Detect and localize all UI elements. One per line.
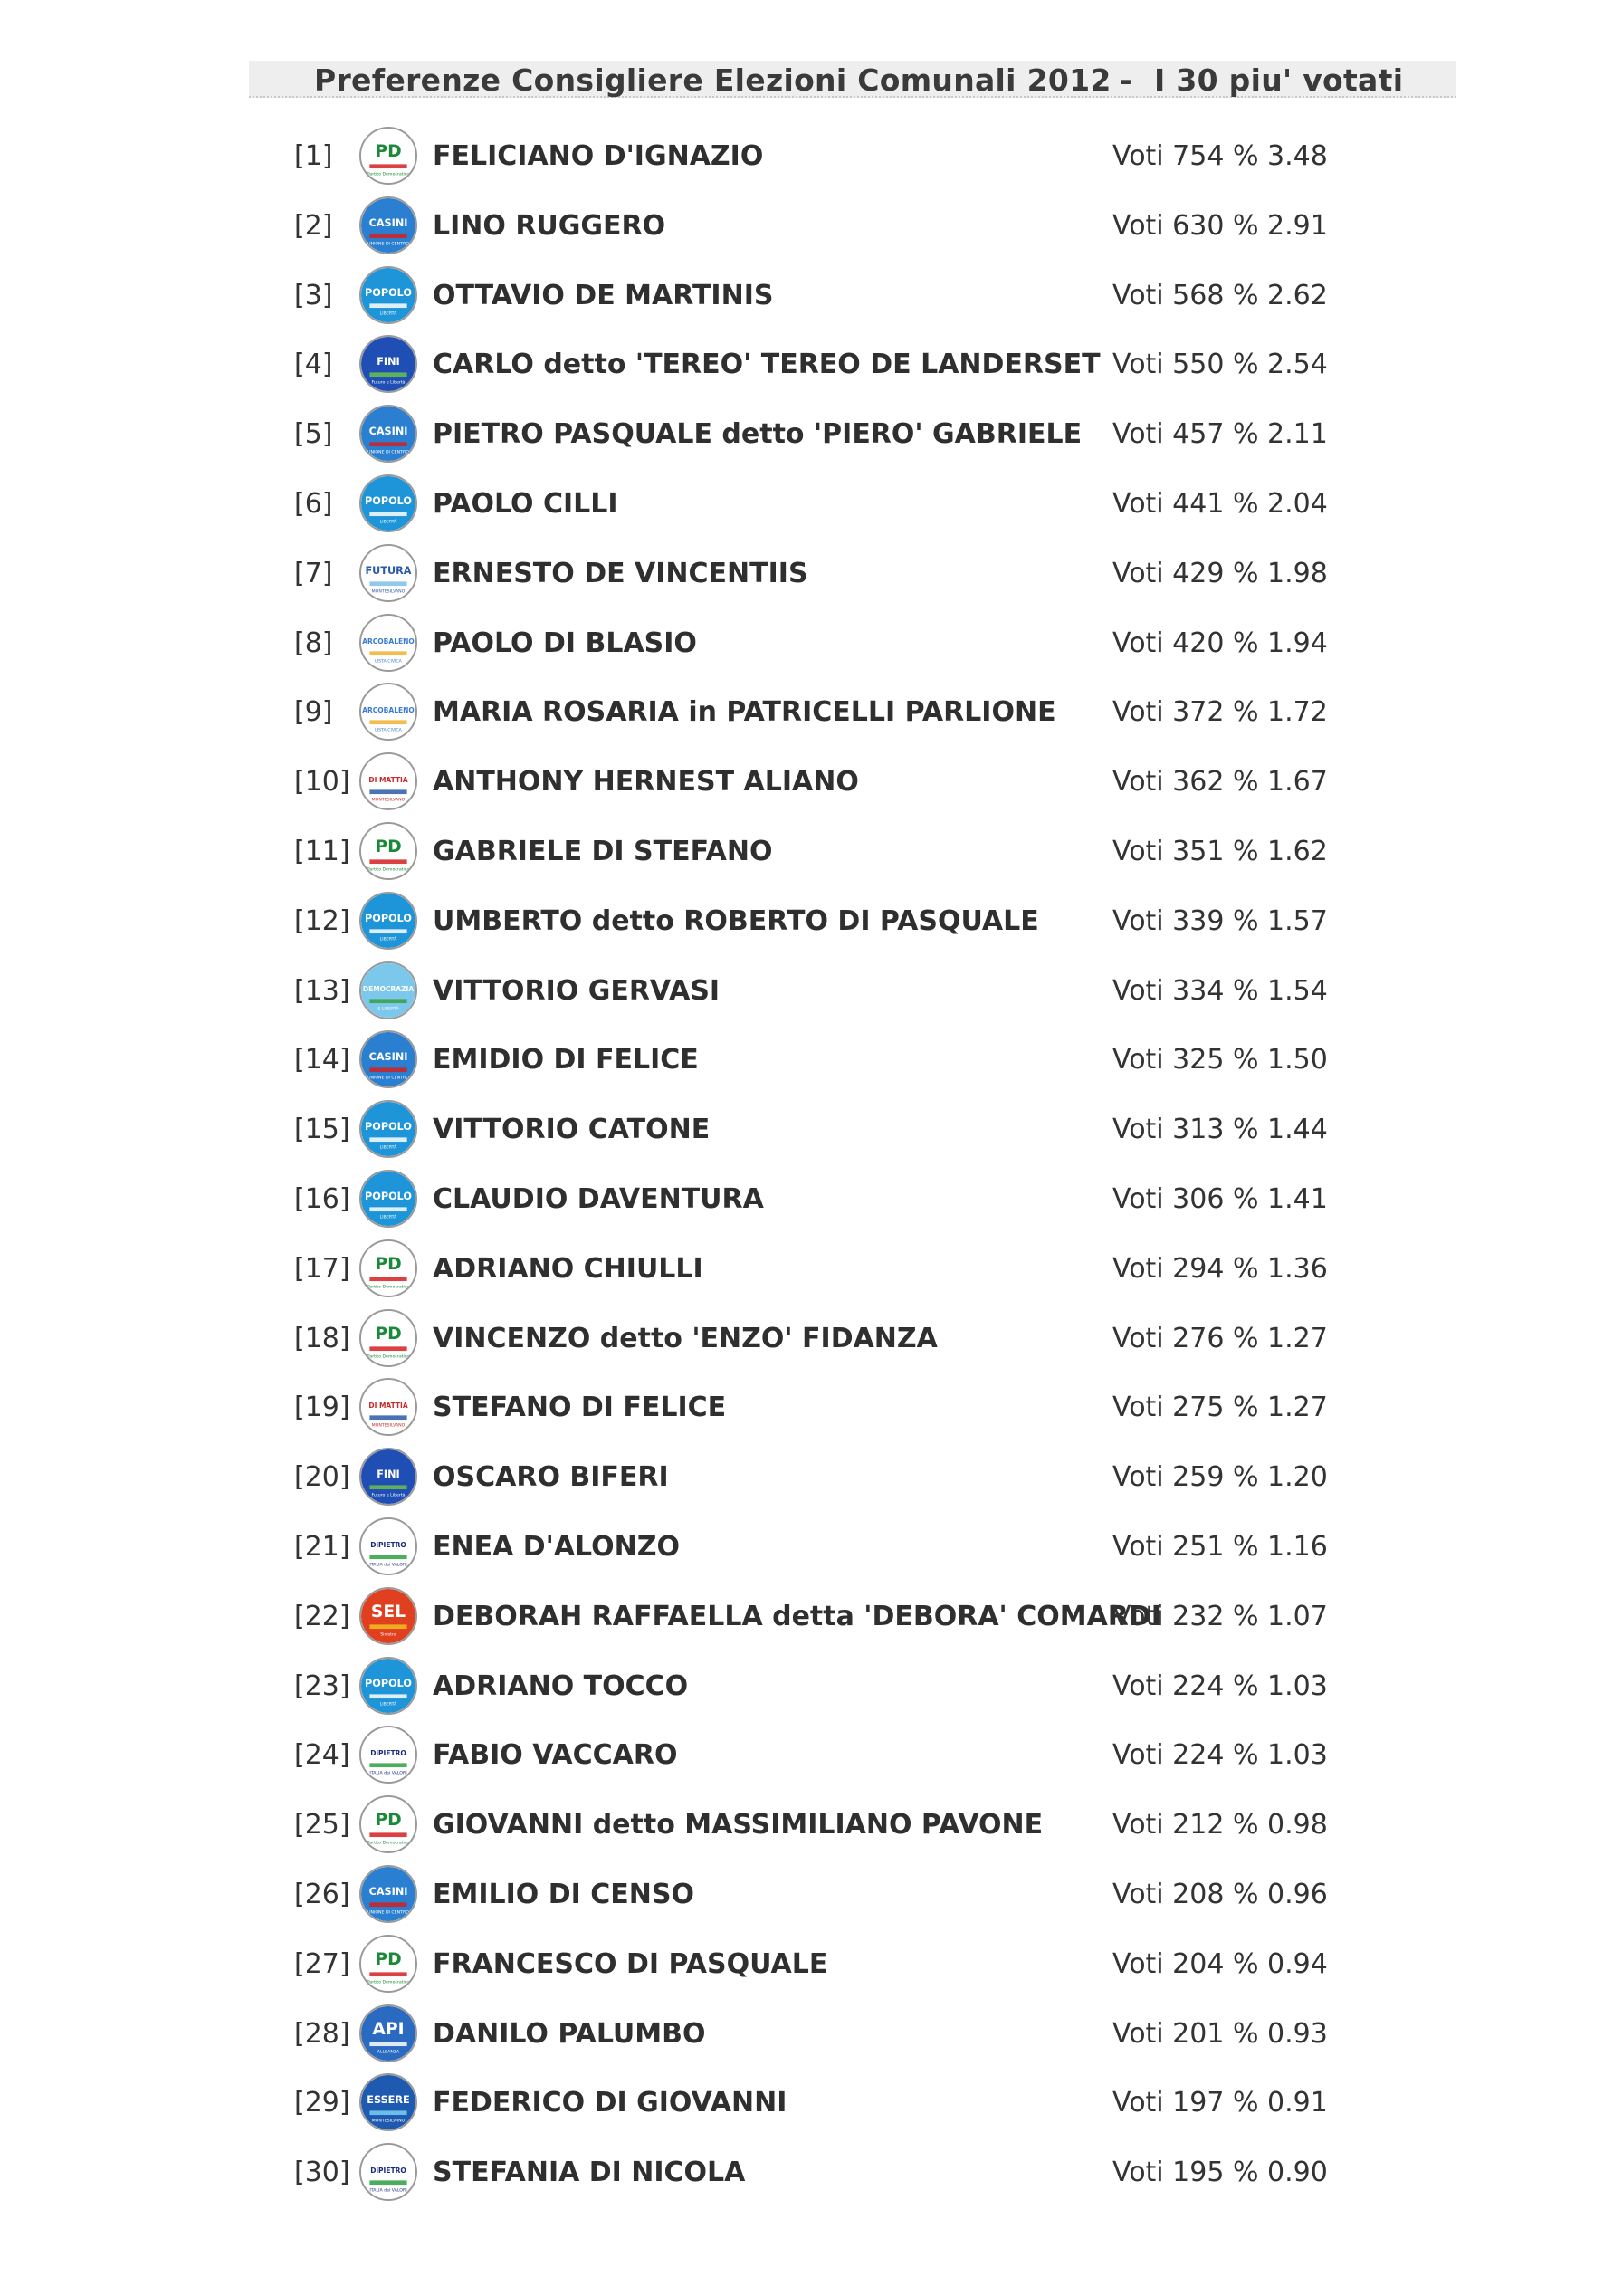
candidate-rank: [3] bbox=[294, 280, 333, 311]
svg-text:PD: PD bbox=[375, 1324, 402, 1344]
candidate-name: GABRIELE DI STEFANO bbox=[433, 836, 773, 867]
pdl-popolo-della-liberta-logo-icon bbox=[359, 1657, 417, 1715]
candidate-votes: Voti 251 % 1.16 bbox=[1112, 1531, 1328, 1563]
pd-party-logo-icon bbox=[359, 1795, 417, 1853]
candidate-rank: [13] bbox=[294, 975, 350, 1007]
svg-text:DEMOCRAZIA: DEMOCRAZIA bbox=[362, 984, 415, 993]
candidate-rank: [11] bbox=[294, 836, 350, 867]
svg-text:Partito Democratico: Partito Democratico bbox=[367, 1354, 410, 1360]
svg-text:POPOLO: POPOLO bbox=[365, 1677, 412, 1689]
svg-text:LIBERTÀ: LIBERTÀ bbox=[379, 311, 397, 317]
svg-text:Partito Democratico: Partito Democratico bbox=[367, 172, 410, 177]
candidate-name: GIOVANNI detto MASSIMILIANO PAVONE bbox=[433, 1809, 1044, 1841]
candidate-rank: [10] bbox=[294, 766, 350, 798]
italia-dei-valori-dipietro-logo-icon bbox=[359, 1726, 417, 1784]
candidate-votes: Voti 325 % 1.50 bbox=[1112, 1044, 1328, 1076]
svg-text:ESSERE: ESSERE bbox=[367, 2093, 410, 2106]
svg-text:DI MATTIA: DI MATTIA bbox=[368, 775, 408, 784]
candidate-votes: Voti 204 % 0.94 bbox=[1112, 1948, 1328, 1980]
candidate-rank: [7] bbox=[294, 558, 333, 589]
svg-text:LISTA CIVICA: LISTA CIVICA bbox=[375, 728, 402, 733]
udc-casini-logo-icon bbox=[359, 405, 417, 463]
candidate-rank: [30] bbox=[294, 2157, 350, 2188]
candidate-rank: [16] bbox=[294, 1183, 350, 1215]
candidate-rank: [2] bbox=[294, 210, 333, 242]
democrazia-e-liberta-logo-icon bbox=[359, 961, 417, 1019]
candidate-rank: [6] bbox=[294, 488, 333, 520]
svg-text:CASINI: CASINI bbox=[368, 1885, 408, 1898]
svg-text:MONTESILVANO: MONTESILVANO bbox=[371, 1423, 406, 1429]
svg-text:ALLEANZA: ALLEANZA bbox=[377, 2050, 400, 2055]
svg-text:ITALIA dei VALORI: ITALIA dei VALORI bbox=[369, 2188, 407, 2194]
essere-montesilvano-logo-icon bbox=[359, 2073, 417, 2131]
candidate-row bbox=[0, 1584, 1613, 1655]
svg-text:MONTESILVANO: MONTESILVANO bbox=[371, 2119, 406, 2124]
page-subtitle: I 30 piu' votati bbox=[1154, 62, 1404, 98]
pdl-popolo-della-liberta-logo-icon bbox=[359, 266, 417, 324]
candidate-name: VITTORIO CATONE bbox=[433, 1114, 711, 1145]
candidate-row bbox=[0, 1932, 1613, 2003]
svg-text:CASINI: CASINI bbox=[368, 216, 408, 229]
candidate-name: VITTORIO GERVASI bbox=[433, 975, 721, 1007]
candidate-row bbox=[0, 263, 1613, 334]
candidate-votes: Voti 420 % 1.94 bbox=[1112, 627, 1328, 659]
candidate-votes: Voti 372 % 1.72 bbox=[1112, 696, 1328, 728]
pd-party-logo-icon bbox=[359, 1309, 417, 1367]
candidate-votes: Voti 276 % 1.27 bbox=[1112, 1323, 1328, 1354]
candidate-row bbox=[0, 819, 1613, 890]
svg-text:DiPIETRO: DiPIETRO bbox=[370, 1748, 406, 1757]
candidate-name: STEFANO DI FELICE bbox=[433, 1392, 727, 1423]
svg-text:POPOLO: POPOLO bbox=[365, 1120, 412, 1133]
svg-text:Partito Democratico: Partito Democratico bbox=[367, 1841, 410, 1846]
svg-text:ITALIA dei VALORI: ITALIA dei VALORI bbox=[369, 1563, 407, 1568]
svg-text:POPOLO: POPOLO bbox=[365, 1190, 412, 1202]
pd-party-logo-icon bbox=[359, 1935, 417, 1993]
svg-text:Futuro e Libertà: Futuro e Libertà bbox=[371, 1493, 406, 1498]
di-mattia-civic-list-logo-icon bbox=[359, 752, 417, 810]
candidate-rank: [21] bbox=[294, 1531, 350, 1563]
candidate-votes: Voti 313 % 1.44 bbox=[1112, 1114, 1328, 1145]
pdl-popolo-della-liberta-logo-icon bbox=[359, 1100, 417, 1158]
candidate-row bbox=[0, 1028, 1613, 1098]
candidate-rank: [5] bbox=[294, 418, 333, 450]
candidate-rank: [24] bbox=[294, 1739, 350, 1771]
futura-civic-list-logo-icon bbox=[359, 544, 417, 602]
candidate-votes: Voti 441 % 2.04 bbox=[1112, 488, 1328, 520]
svg-text:ITALIA dei VALORI: ITALIA dei VALORI bbox=[369, 1771, 407, 1776]
candidate-name: MARIA ROSARIA in PATRICELLI PARLIONE bbox=[433, 696, 1056, 728]
svg-text:LIBERTÀ: LIBERTÀ bbox=[379, 1145, 397, 1151]
candidate-name: EMILIO DI CENSO bbox=[433, 1879, 694, 1910]
svg-text:UNIONE DI CENTRO: UNIONE DI CENTRO bbox=[367, 450, 409, 455]
candidate-name: STEFANIA DI NICOLA bbox=[433, 2157, 746, 2188]
candidate-name: FABIO VACCARO bbox=[433, 1739, 678, 1771]
candidate-votes: Voti 334 % 1.54 bbox=[1112, 975, 1328, 1007]
svg-text:Futuro e Libertà: Futuro e Libertà bbox=[371, 380, 406, 386]
svg-text:ARCOBALENO: ARCOBALENO bbox=[362, 636, 415, 646]
candidate-name: OSCARO BIFERI bbox=[433, 1461, 669, 1493]
candidate-votes: Voti 550 % 2.54 bbox=[1112, 349, 1328, 380]
candidate-votes: Voti 275 % 1.27 bbox=[1112, 1392, 1328, 1423]
candidate-row bbox=[0, 1375, 1613, 1446]
svg-text:UNIONE DI CENTRO: UNIONE DI CENTRO bbox=[367, 1076, 409, 1081]
candidate-votes: Voti 351 % 1.62 bbox=[1112, 836, 1328, 867]
di-mattia-civic-list-logo-icon bbox=[359, 1378, 417, 1436]
candidate-row bbox=[0, 2140, 1613, 2211]
svg-text:POPOLO: POPOLO bbox=[365, 286, 412, 299]
svg-text:Sinistra: Sinistra bbox=[380, 1632, 396, 1638]
svg-text:LIBERTÀ: LIBERTÀ bbox=[379, 520, 397, 525]
candidate-row bbox=[0, 680, 1613, 751]
arcobaleno-civic-list-logo-icon bbox=[359, 614, 417, 672]
candidate-row bbox=[0, 541, 1613, 612]
candidate-row bbox=[0, 1445, 1613, 1516]
italia-dei-valori-dipietro-logo-icon bbox=[359, 1517, 417, 1575]
candidate-rank: [9] bbox=[294, 696, 333, 728]
candidate-name: PAOLO DI BLASIO bbox=[433, 627, 697, 659]
candidate-votes: Voti 201 % 0.93 bbox=[1112, 2018, 1328, 2050]
candidate-votes: Voti 568 % 2.62 bbox=[1112, 280, 1328, 311]
pdl-popolo-della-liberta-logo-icon bbox=[359, 1170, 417, 1228]
api-alleanza-per-italia-logo-icon bbox=[359, 2004, 417, 2062]
candidate-votes: Voti 224 % 1.03 bbox=[1112, 1670, 1328, 1702]
candidate-votes: Voti 362 % 1.67 bbox=[1112, 766, 1328, 798]
candidate-name: ADRIANO TOCCO bbox=[433, 1670, 689, 1702]
svg-text:ARCOBALENO: ARCOBALENO bbox=[362, 705, 415, 714]
svg-text:API: API bbox=[372, 2019, 405, 2039]
candidate-row bbox=[0, 124, 1613, 195]
candidate-name: ADRIANO CHIULLI bbox=[433, 1253, 703, 1285]
pd-party-logo-icon bbox=[359, 822, 417, 880]
candidate-rank: [22] bbox=[294, 1601, 350, 1632]
candidate-row bbox=[0, 2071, 1613, 2141]
candidate-votes: Voti 197 % 0.91 bbox=[1112, 2087, 1328, 2119]
svg-text:MONTESILVANO: MONTESILVANO bbox=[371, 589, 406, 595]
svg-text:CASINI: CASINI bbox=[368, 425, 408, 437]
candidate-rank: [23] bbox=[294, 1670, 350, 1702]
candidate-votes: Voti 339 % 1.57 bbox=[1112, 905, 1328, 937]
candidate-row bbox=[0, 750, 1613, 820]
candidate-rank: [4] bbox=[294, 349, 333, 380]
candidate-row bbox=[0, 194, 1613, 264]
svg-text:CASINI: CASINI bbox=[368, 1050, 408, 1063]
svg-text:DiPIETRO: DiPIETRO bbox=[370, 2166, 406, 2175]
pdl-popolo-della-liberta-logo-icon bbox=[359, 892, 417, 950]
svg-text:LIBERTÀ: LIBERTÀ bbox=[379, 1702, 397, 1708]
pd-party-logo-icon bbox=[359, 1239, 417, 1297]
udc-casini-logo-icon bbox=[359, 1865, 417, 1923]
fli-futuro-e-liberta-logo-icon bbox=[359, 335, 417, 393]
candidate-votes: Voti 212 % 0.98 bbox=[1112, 1809, 1328, 1841]
svg-text:FINI: FINI bbox=[377, 1468, 400, 1480]
svg-text:SEL: SEL bbox=[370, 1602, 406, 1622]
candidate-name: ENEA D'ALONZO bbox=[433, 1531, 680, 1563]
candidate-name: FRANCESCO DI PASQUALE bbox=[433, 1948, 828, 1980]
candidate-votes: Voti 754 % 3.48 bbox=[1112, 140, 1328, 172]
candidate-rank: [15] bbox=[294, 1114, 350, 1145]
fli-futuro-e-liberta-logo-icon bbox=[359, 1448, 417, 1506]
candidate-name: CARLO detto 'TEREO' TEREO DE LANDERSET bbox=[433, 349, 1101, 380]
svg-text:POPOLO: POPOLO bbox=[365, 494, 412, 507]
candidate-votes: Voti 429 % 1.98 bbox=[1112, 558, 1328, 589]
candidate-rank: [27] bbox=[294, 1948, 350, 1980]
candidate-votes: Voti 195 % 0.90 bbox=[1112, 2157, 1328, 2188]
candidate-name: ANTHONY HERNEST ALIANO bbox=[433, 766, 859, 798]
svg-text:FINI: FINI bbox=[377, 355, 400, 368]
svg-text:DiPIETRO: DiPIETRO bbox=[370, 1540, 406, 1549]
page-title: Preferenze Consigliere Elezioni Comunali 2012 bbox=[314, 62, 1112, 98]
svg-text:FUTURA: FUTURA bbox=[365, 564, 412, 577]
svg-text:Partito Democratico: Partito Democratico bbox=[367, 1285, 410, 1290]
candidate-row bbox=[0, 1793, 1613, 1863]
candidate-row bbox=[0, 611, 1613, 682]
svg-text:E LIBERTÀ: E LIBERTÀ bbox=[377, 1007, 399, 1012]
candidate-row bbox=[0, 1237, 1613, 1307]
svg-text:POPOLO: POPOLO bbox=[365, 912, 412, 924]
svg-text:UNIONE DI CENTRO: UNIONE DI CENTRO bbox=[367, 1910, 409, 1916]
candidate-votes: Voti 259 % 1.20 bbox=[1112, 1461, 1328, 1493]
page-header bbox=[249, 61, 1456, 98]
candidate-name: DEBORAH RAFFAELLA detta 'DEBORA' COMARDI bbox=[433, 1601, 1161, 1632]
candidate-row bbox=[0, 402, 1613, 473]
svg-text:MONTESILVANO: MONTESILVANO bbox=[371, 798, 406, 803]
pdl-popolo-della-liberta-logo-icon bbox=[359, 474, 417, 532]
svg-text:PD: PD bbox=[375, 141, 402, 161]
candidate-row bbox=[0, 959, 1613, 1029]
candidate-row bbox=[0, 332, 1613, 403]
candidate-row bbox=[0, 2002, 1613, 2072]
svg-text:DI MATTIA: DI MATTIA bbox=[368, 1401, 408, 1410]
candidate-votes: Voti 306 % 1.41 bbox=[1112, 1183, 1328, 1215]
candidate-name: FEDERICO DI GIOVANNI bbox=[433, 2087, 787, 2119]
candidate-rank: [19] bbox=[294, 1392, 350, 1423]
title-separator: - bbox=[1120, 62, 1132, 98]
candidate-rank: [8] bbox=[294, 627, 333, 659]
svg-text:UNIONE DI CENTRO: UNIONE DI CENTRO bbox=[367, 242, 409, 247]
candidate-row bbox=[0, 1654, 1613, 1725]
candidate-row bbox=[0, 1167, 1613, 1238]
candidate-row bbox=[0, 1723, 1613, 1794]
udc-casini-logo-icon bbox=[359, 1030, 417, 1088]
candidate-name: VINCENZO detto 'ENZO' FIDANZA bbox=[433, 1323, 938, 1354]
svg-text:LIBERTÀ: LIBERTÀ bbox=[379, 1215, 397, 1220]
candidate-rank: [29] bbox=[294, 2087, 350, 2119]
candidate-rank: [17] bbox=[294, 1253, 350, 1285]
candidate-votes: Voti 457 % 2.11 bbox=[1112, 418, 1328, 450]
pd-party-logo-icon bbox=[359, 127, 417, 185]
svg-text:LISTA CIVICA: LISTA CIVICA bbox=[375, 659, 402, 665]
svg-text:Partito Democratico: Partito Democratico bbox=[367, 867, 410, 873]
candidate-rank: [12] bbox=[294, 905, 350, 937]
candidate-rank: [20] bbox=[294, 1461, 350, 1493]
candidate-rank: [14] bbox=[294, 1044, 350, 1076]
italia-dei-valori-dipietro-logo-icon bbox=[359, 2143, 417, 2201]
candidate-name: PIETRO PASQUALE detto 'PIERO' GABRIELE bbox=[433, 418, 1083, 450]
candidate-row bbox=[0, 1306, 1613, 1377]
candidate-name: ERNESTO DE VINCENTIIS bbox=[433, 558, 808, 589]
candidate-votes: Voti 224 % 1.03 bbox=[1112, 1739, 1328, 1771]
svg-text:Partito Democratico: Partito Democratico bbox=[367, 1980, 410, 1985]
candidate-name: LINO RUGGERO bbox=[433, 210, 666, 242]
sinistra-ecologia-liberta-logo-icon bbox=[359, 1587, 417, 1645]
candidate-row bbox=[0, 1097, 1613, 1168]
candidate-votes: Voti 208 % 0.96 bbox=[1112, 1879, 1328, 1910]
svg-text:PD: PD bbox=[375, 837, 402, 856]
candidate-votes: Voti 630 % 2.91 bbox=[1112, 210, 1328, 242]
svg-text:PD: PD bbox=[375, 1810, 402, 1830]
candidate-row bbox=[0, 472, 1613, 542]
candidate-rank: [1] bbox=[294, 140, 333, 172]
candidate-row bbox=[0, 1515, 1613, 1585]
candidate-rank: [25] bbox=[294, 1809, 350, 1841]
candidate-row bbox=[0, 1862, 1613, 1933]
candidate-rank: [26] bbox=[294, 1879, 350, 1910]
candidate-name: UMBERTO detto ROBERTO DI PASQUALE bbox=[433, 905, 1039, 937]
arcobaleno-civic-list-logo-icon bbox=[359, 683, 417, 741]
svg-text:PD: PD bbox=[375, 1254, 402, 1274]
svg-text:LIBERTÀ: LIBERTÀ bbox=[379, 937, 397, 942]
candidate-row bbox=[0, 889, 1613, 960]
candidate-rank: [28] bbox=[294, 2018, 350, 2050]
candidate-votes: Voti 294 % 1.36 bbox=[1112, 1253, 1328, 1285]
candidate-votes: Voti 232 % 1.07 bbox=[1112, 1601, 1328, 1632]
candidate-name: DANILO PALUMBO bbox=[433, 2018, 706, 2050]
candidate-rank: [18] bbox=[294, 1323, 350, 1354]
svg-text:PD: PD bbox=[375, 1949, 402, 1969]
candidate-name: PAOLO CILLI bbox=[433, 488, 618, 520]
candidate-name: FELICIANO D'IGNAZIO bbox=[433, 140, 764, 172]
candidate-name: CLAUDIO DAVENTURA bbox=[433, 1183, 764, 1215]
candidate-name: EMIDIO DI FELICE bbox=[433, 1044, 699, 1076]
udc-casini-logo-icon bbox=[359, 196, 417, 254]
candidate-name: OTTAVIO DE MARTINIS bbox=[433, 280, 774, 311]
